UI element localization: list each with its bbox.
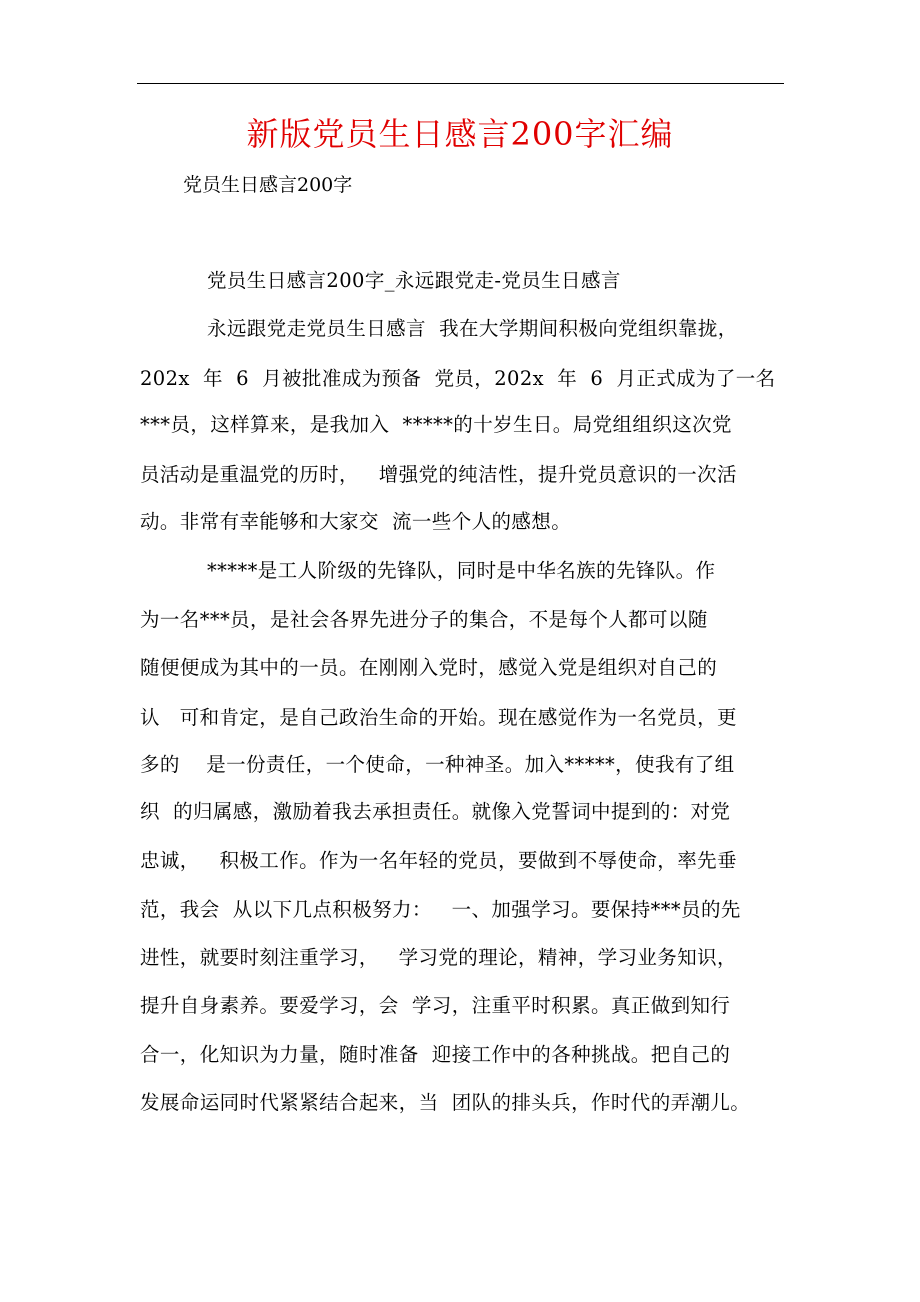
paragraph-2-line: *****是工人阶级的先锋队，同时是中华名族的先锋队。作 bbox=[207, 559, 716, 582]
paragraph-1-line: 动。非常有幸能够和大家交 流一些个人的感想。 bbox=[140, 510, 572, 533]
section-heading: 党员生日感言200字_永远跟党走-党员生日感言 bbox=[207, 269, 621, 292]
document-subtitle: 党员生日感言200字 bbox=[183, 174, 353, 196]
header-rule bbox=[137, 83, 784, 84]
paragraph-2-line: 认 可和肯定，是自己政治生命的开始。现在感觉作为一名党员，更 bbox=[140, 706, 737, 729]
paragraph-2-line: 进性，就要时刻注重学习， 学习党的理论，精神，学习业务知识， bbox=[140, 946, 737, 969]
paragraph-2-line: 织 的归属感，激励着我去承担责任。就像入党誓词中提到的：对党 bbox=[140, 800, 731, 823]
paragraph-2-line: 多的 是一份责任，一个使命，一种神圣。加入*****，使我有了组 bbox=[140, 753, 735, 776]
paragraph-1-line: 员活动是重温党的历时， 增强党的纯洁性，提升党员意识的一次活 bbox=[140, 463, 737, 486]
paragraph-2-line: 发展命运同时代紧紧结合起来，当 团队的排头兵，作时代的弄潮儿。 bbox=[140, 1091, 751, 1114]
document-title: 新版党员生日感言200字汇编 bbox=[246, 115, 674, 153]
paragraph-2-line: 提升自身素养。要爱学习，会 学习，注重平时积累。真正做到知行 bbox=[140, 994, 731, 1017]
paragraph-2-line: 合一，化知识为力量，随时准备 迎接工作中的各种挑战。把自己的 bbox=[140, 1043, 731, 1066]
paragraph-2-line: 随便便成为其中的一员。在刚刚入党时，感觉入党是组织对自己的 bbox=[140, 656, 718, 679]
paragraph-2-line: 范，我会 从以下几点积极努力： 一、加强学习。要保持***员的先 bbox=[140, 898, 741, 921]
paragraph-2-line: 忠诚， 积极工作。作为一名年轻的党员，要做到不辱使命，率先垂 bbox=[140, 849, 737, 872]
paragraph-1-line: 永远跟党走党员生日感言 我在大学期间积极向党组织靠拢， bbox=[207, 317, 738, 340]
paragraph-2-line: 为一名***员，是社会各界先进分子的集合，不是每个人都可以随 bbox=[140, 608, 708, 631]
paragraph-1-line: 202x 年 6 月被批准成为预备 党员，202x 年 6 月正式成为了一名 bbox=[140, 367, 776, 390]
paragraph-1-line: ***员，这样算来，是我加入 *****的十岁生日。局党组组织这次党 bbox=[140, 413, 732, 436]
